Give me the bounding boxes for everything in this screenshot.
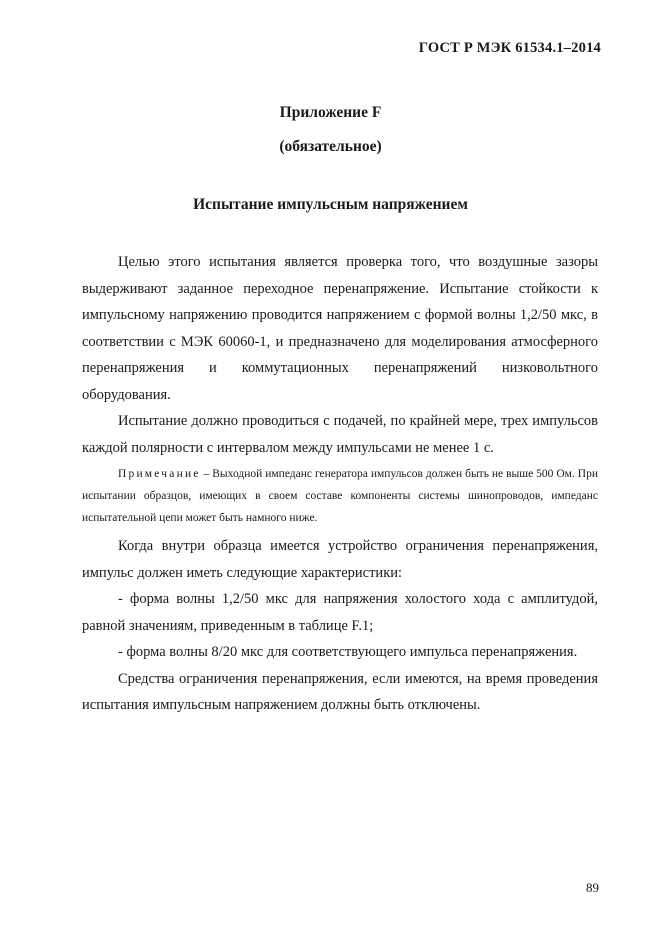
appendix-status: (обязательное) — [279, 138, 382, 155]
note-label: Примечание — [118, 468, 201, 480]
note — [82, 463, 598, 529]
paragraph-disconnect: Средства ограничения перенапряжения, если имеются, на время проведения испытания импульсным напряжением должны быть отключены. — [82, 670, 598, 713]
paragraph-limiter: Когда внутри образца имеется устройство ограничения перенапряжения, импульс должен иметь следующие характеристики: — [82, 538, 598, 581]
appendix-title: Приложение F — [279, 104, 382, 121]
note-text: – Выходной импеданс генератора импульсов должен быть не выше 500 Ом. При испытании образцов, имеющих в своем составе компоненты системы шинопроводов, импеданс испытательной цепи может быть намного ниже. — [82, 468, 598, 524]
body-text — [82, 249, 598, 719]
page-number: 89 — [586, 880, 599, 895]
document-code: ГОСТ Р МЭК 61534.1–2014 — [418, 40, 601, 56]
paragraph-purpose: Целью этого испытания является проверка того, что воздушные зазоры выдерживают заданное переходное перенапряжение. Испытание стойкости к импульсному напряжению проводится напряжением с формой волны 1,2/50 мкс, в соответствии с МЭК 60060-1, и предназначено для моделирования атмосферного перенапряжения и коммутационных перенапряжений низковольтного оборудования. — [82, 254, 598, 403]
list-item-waveform-2: - форма волны 8/20 мкс для соответствующего импульса перенапряжения. — [118, 644, 578, 660]
paragraph-pulses: Испытание должно проводиться с подачей, по крайней мере, трех импульсов каждой полярности с интервалом между импульсами не менее 1 с. — [82, 413, 598, 456]
list-item-waveform-1: - форма волны 1,2/50 мкс для напряжения холостого хода с амплитудой, равной значениям, приведенным в таблице F.1; — [82, 591, 598, 634]
section-title: Испытание импульсным напряжением — [193, 196, 468, 213]
